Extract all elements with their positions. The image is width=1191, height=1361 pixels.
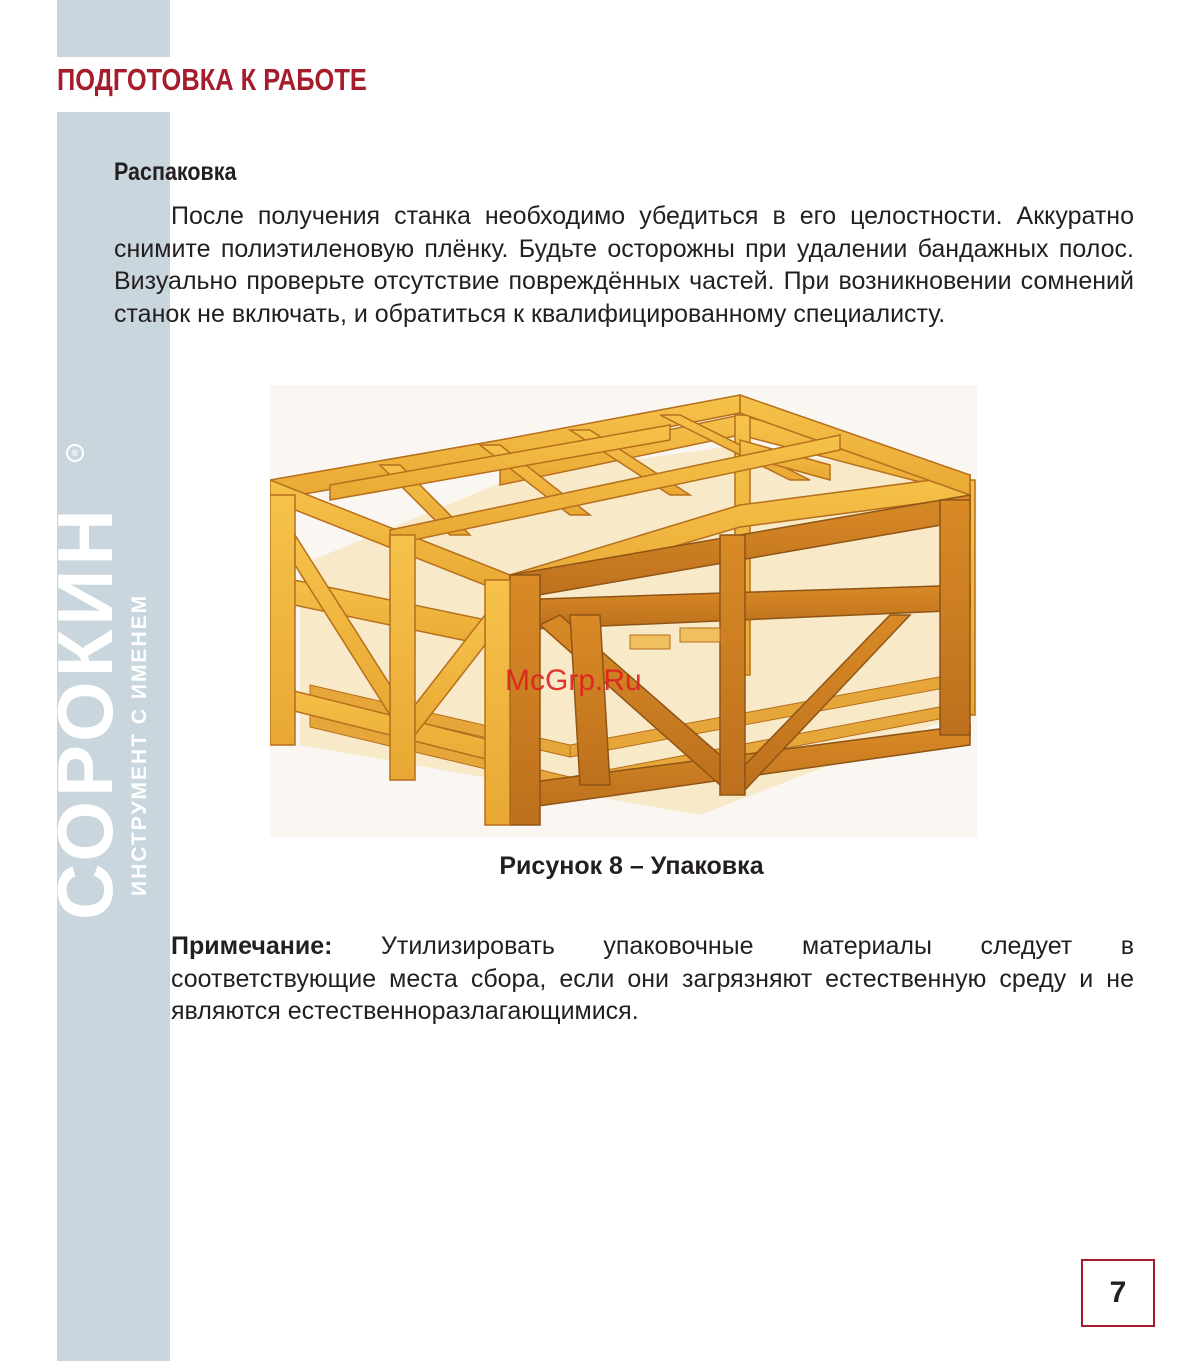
section-title: ПОДГОТОВКА К РАБОТЕ <box>57 62 367 97</box>
unpacking-heading: Распаковка <box>114 158 237 186</box>
watermark: McGrp.Ru <box>505 664 642 697</box>
note-label: Примечание: <box>171 932 333 960</box>
brand-tagline: ИНСТРУМЕНТ С ИМЕНЕМ <box>128 593 151 896</box>
unpacking-text: После получения станка необходимо убедиться в его целостности. Аккуратно снимите полиэтиленовую плёнку. Будьте осторожны при удалении бандажных полос. Визуально проверьте отсутствие повреждённых частей. При возникновении сомнений станок не включать, и обратиться к квалифицированному специалисту. <box>114 202 1134 328</box>
page-number: 7 <box>1081 1259 1155 1327</box>
figure-caption: Рисунок 8 – Упаковка <box>499 852 764 880</box>
note-text: Утилизировать упаковочные материалы следует в соответствующие места сбора, если они загрязняют естественную среду и не являются естественноразлагающимися. <box>171 932 1134 1025</box>
note-paragraph <box>171 930 1134 1028</box>
crate-figure <box>270 385 977 837</box>
brand-name: СОРОКИН <box>41 505 129 920</box>
wooden-crate-illustration <box>270 385 977 837</box>
registered-mark: ® <box>66 444 84 462</box>
